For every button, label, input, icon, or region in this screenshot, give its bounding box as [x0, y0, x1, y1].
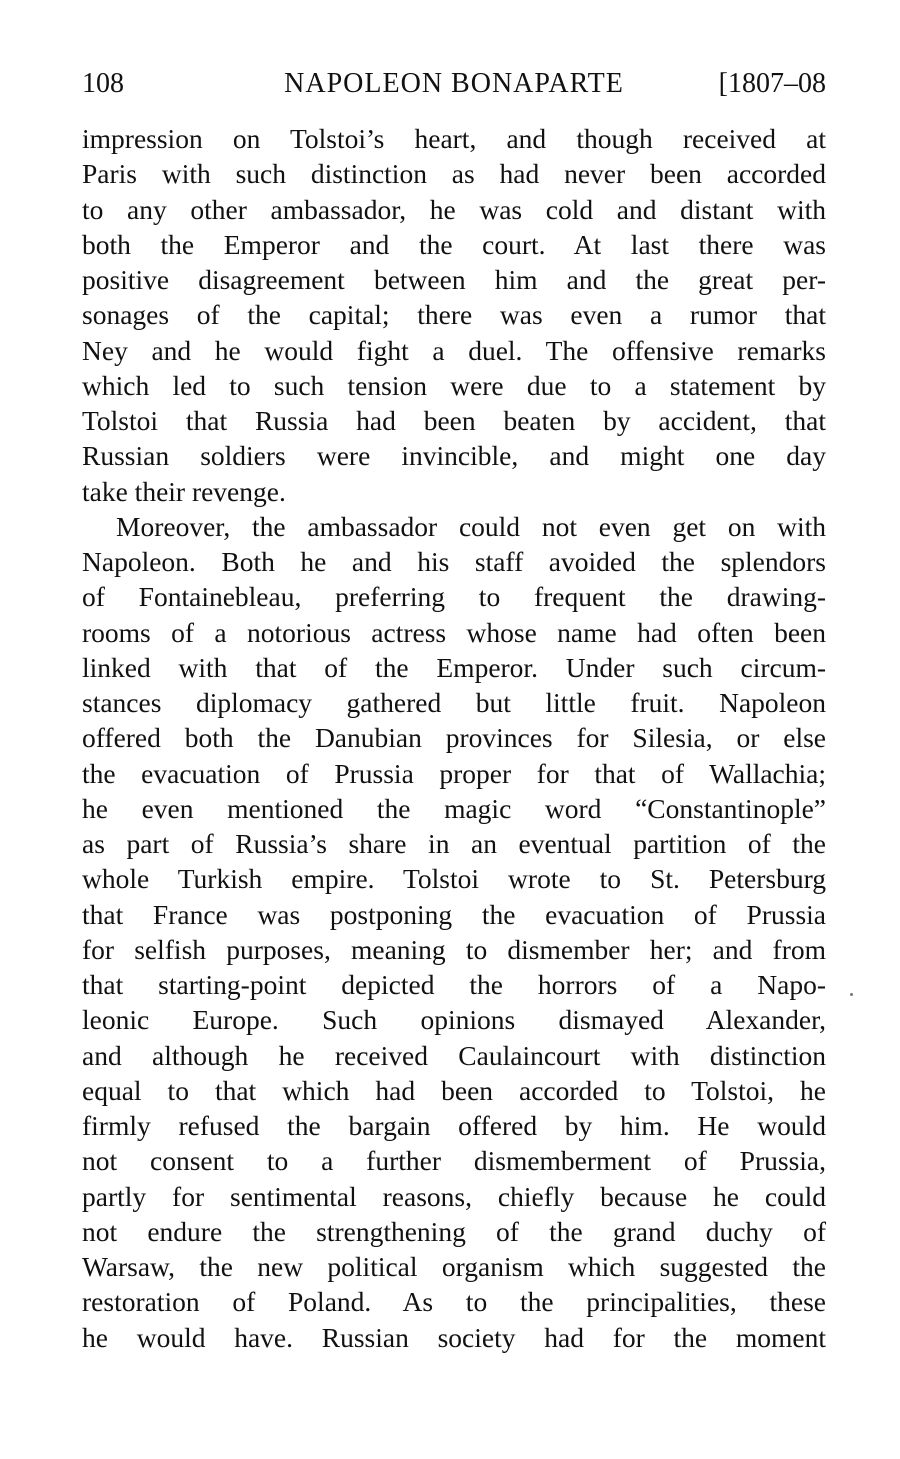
text-line: both the Emperor and the court. At last there was	[82, 228, 826, 260]
text-line: and although he received Caulaincourt with distinction	[82, 1039, 826, 1071]
text-line: firmly refused the bargain offered by him. He would	[82, 1110, 826, 1141]
scan-speck	[850, 993, 853, 996]
text-line: restoration of Poland. As to the principalities, these	[82, 1286, 826, 1318]
text-line: stances diplomacy gathered but little fruit. Napoleon	[82, 687, 826, 718]
text-line: for selfish purposes, meaning to dismember her; and from	[82, 933, 826, 965]
text-line: linked with that of the Emperor. Under such circum-	[82, 651, 826, 683]
text-line: not endure the strengthening of the grand duchy of	[82, 1215, 826, 1247]
text-line: the evacuation of Prussia proper for that of Wallachia;	[82, 757, 826, 789]
text-line: which led to such tension were due to a statement by	[82, 369, 826, 401]
text-line: as part of Russia’s share in an eventual partition of the	[82, 828, 826, 859]
text-line: that France was postponing the evacuation of Prussia	[82, 898, 826, 930]
text-line: equal to that which had been accorded to Tolstoi, he	[82, 1074, 826, 1106]
text-line: Ney and he would fight a duel. The offensive remarks	[82, 334, 826, 366]
text-line: offered both the Danubian provinces for Silesia, or else	[82, 722, 826, 754]
date-range: [1807–08	[718, 68, 826, 99]
text-line: Russian soldiers were invincible, and might one day	[82, 440, 826, 472]
text-line: Paris with such distinction as had never been accorded	[82, 158, 826, 190]
text-line: partly for sentimental reasons, chiefly because he could	[82, 1180, 826, 1212]
text-line: impression on Tolstoi’s heart, and though received at	[82, 123, 826, 154]
text-line: of Fontainebleau, preferring to frequent the drawing-	[82, 581, 826, 613]
text-line: Napoleon. Both he and his staff avoided the splendors	[82, 546, 826, 577]
text-line: take their revenge.	[82, 475, 286, 507]
text-line: Tolstoi that Russia had been beaten by accident, that	[82, 405, 826, 436]
text-line: positive disagreement between him and the great per-	[82, 264, 826, 295]
text-line: he even mentioned the magic word “Constantinople”	[82, 792, 826, 824]
text-line: Warsaw, the new political organism which suggested the	[82, 1251, 826, 1282]
text-line: rooms of a notorious actress whose name had often been	[82, 616, 826, 648]
running-title: NAPOLEON BONAPARTE	[284, 68, 624, 99]
text-line: whole Turkish empire. Tolstoi wrote to St. Petersburg	[82, 863, 826, 895]
page-number: 108	[82, 68, 124, 99]
text-line: leonic Europe. Such opinions dismayed Alexander,	[82, 1004, 826, 1036]
text-line: to any other ambassador, he was cold and distant with	[82, 193, 826, 225]
text-line: sonages of the capital; there was even a rumor that	[82, 299, 826, 331]
paragraph-1	[82, 121, 826, 509]
running-head	[82, 66, 826, 106]
text-line: he would have. Russian society had for the moment	[82, 1321, 826, 1353]
text-line: that starting-point depicted the horrors of a Napo-	[82, 969, 826, 1000]
text-line: not consent to a further dismemberment of Prussia,	[82, 1145, 826, 1177]
body-text	[82, 121, 826, 1355]
text-line: Moreover, the ambassador could not even get on with	[116, 510, 826, 542]
paragraph-2	[82, 509, 826, 1355]
